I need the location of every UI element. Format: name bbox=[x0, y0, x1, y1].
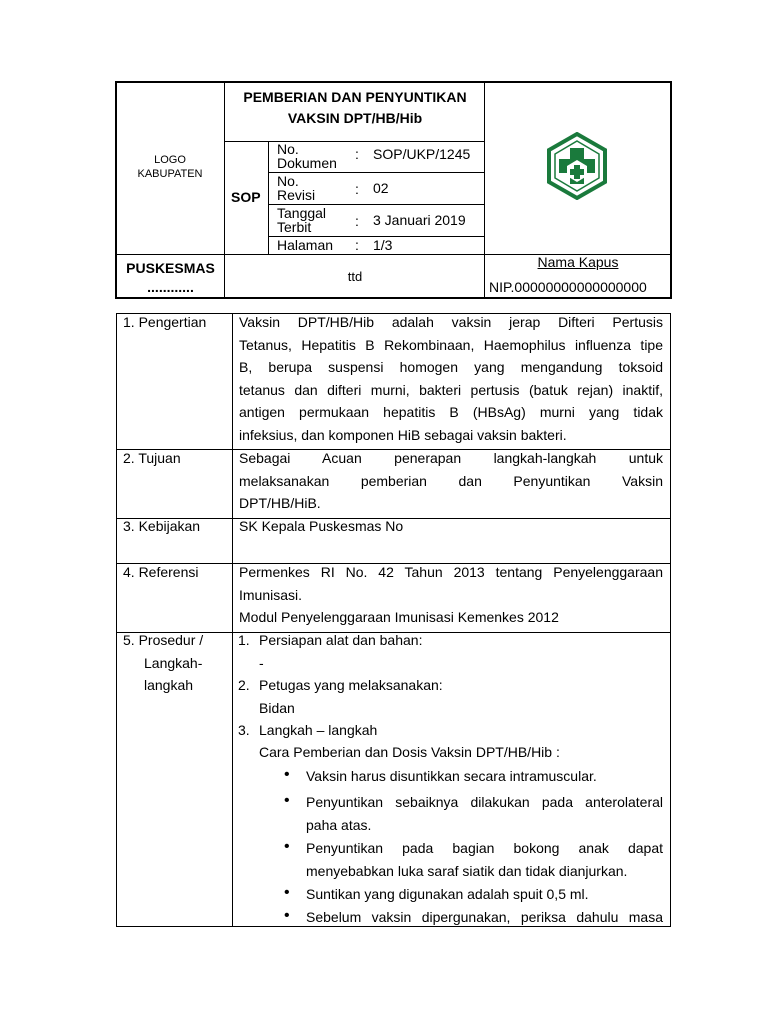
sop-label: SOP bbox=[231, 189, 261, 205]
document-title-line1: PEMBERIAN DAN PENYUNTIKAN bbox=[243, 89, 467, 105]
document-title-line2: VAKSIN DPT/HB/Hib bbox=[287, 110, 423, 126]
meta-sep: : bbox=[355, 213, 359, 229]
text-line: tetanus dan difteri murni, bakteri pertusis (batuk rejan) inaktif, bbox=[239, 381, 663, 398]
section-label-kebijakan: 3. Kebijakan bbox=[123, 518, 201, 534]
bullet-text: paha atas. bbox=[306, 817, 372, 833]
divider bbox=[224, 141, 485, 142]
text-line: Tetanus, Hepatitis B Rekombinaan, Haemophilus influenza tipe bbox=[239, 336, 663, 353]
divider bbox=[224, 81, 225, 299]
label-line: Langkah- bbox=[144, 654, 203, 671]
divider bbox=[268, 141, 269, 254]
puskesmas-logo-icon bbox=[545, 132, 609, 200]
section-label-prosedur bbox=[123, 629, 203, 697]
text-line: DPT/HB/HiB. bbox=[239, 495, 321, 511]
meta-label-dokumen: No. Dokumen bbox=[277, 141, 337, 171]
bullet-icon: • bbox=[284, 907, 290, 924]
text-line: Modul Penyelenggaraan Imunisasi Kemenkes 2012 bbox=[239, 609, 559, 625]
procedure-item-sub: Bidan bbox=[259, 700, 295, 716]
divider bbox=[268, 172, 485, 173]
label-line: langkah bbox=[144, 677, 194, 693]
bullet-text: Suntikan yang digunakan adalah spuit 0,5 ml. bbox=[306, 886, 589, 902]
divider bbox=[232, 313, 233, 927]
text-line: Imunisasi. bbox=[239, 586, 303, 603]
procedure-item-sub: - bbox=[259, 655, 264, 671]
meta-sep: : bbox=[355, 146, 359, 162]
section-text-pengertian bbox=[239, 311, 663, 446]
signer-nip: NIP.00000000000000000 bbox=[489, 279, 647, 295]
org-name: PUSKESMAS bbox=[126, 260, 215, 276]
meta-value-revisi: 02 bbox=[373, 180, 389, 196]
procedure-item-number: 1. bbox=[238, 632, 250, 648]
divider bbox=[484, 81, 485, 299]
label-line: 5. Prosedur / bbox=[123, 632, 204, 648]
bullet-icon: • bbox=[284, 884, 290, 901]
procedure-item-text: Petugas yang melaksanakan: bbox=[259, 677, 443, 693]
text-line: B, berupa suspensi homogen yang mengandung toksoid bbox=[239, 359, 663, 375]
procedure-item-sub: Cara Pemberian dan Dosis Vaksin DPT/HB/Hib : bbox=[259, 744, 560, 760]
bullet-text: Vaksin harus disuntikkan secara intramuscular. bbox=[306, 768, 597, 784]
bullet-text: Sebelum vaksin dipergunakan, periksa dahulu masa bbox=[306, 909, 663, 925]
meta-label-halaman: Halaman bbox=[277, 237, 334, 253]
signature: ttd bbox=[347, 269, 363, 284]
meta-label-revisi: No. Revisi bbox=[277, 173, 316, 203]
bullet-text: menyebabkan luka saraf siatik dan tidak dianjurkan. bbox=[306, 863, 628, 879]
section-text-referensi bbox=[239, 561, 663, 629]
bullet-icon: • bbox=[284, 792, 290, 809]
logo-kabupaten-label: LOGO KABUPATEN bbox=[137, 154, 203, 180]
text-line: Sebagai Acuan penerapan langkah-langkah untuk bbox=[239, 450, 663, 466]
meta-value-halaman: 1/3 bbox=[373, 237, 393, 253]
section-label-pengertian: 1. Pengertian bbox=[123, 314, 207, 330]
text-line: Vaksin DPT/HB/Hib adalah vaksin jerap Difteri Pertusis bbox=[239, 314, 663, 330]
meta-label-tanggal: Tanggal Terbit bbox=[277, 205, 327, 235]
text-line: SK Kepala Puskesmas No bbox=[239, 518, 404, 534]
bullet-text: Penyuntikan pada bagian bokong anak dapat bbox=[306, 840, 663, 856]
procedure-item-number: 3. bbox=[238, 722, 250, 738]
procedure-item-text: Langkah – langkah bbox=[259, 722, 378, 738]
meta-sep: : bbox=[355, 237, 359, 253]
section-label-referensi: 4. Referensi bbox=[123, 564, 199, 580]
section-label-tujuan: 2. Tujuan bbox=[123, 450, 181, 466]
org-dots: ............ bbox=[147, 279, 194, 295]
meta-value-dokumen: SOP/UKP/1245 bbox=[373, 146, 471, 162]
text-line: Permenkes RI No. 42 Tahun 2013 tentang Penyelenggaraan bbox=[239, 564, 663, 580]
text-line: infeksius, dan komponen HiB sebagai vaksin bakteri. bbox=[239, 426, 567, 443]
bullet-icon: • bbox=[284, 766, 290, 783]
signer-name: Nama Kapus bbox=[537, 254, 619, 270]
text-line: antigen permukaan hepatitis B (HBsAg) murni yang tidak bbox=[239, 404, 663, 420]
section-text-kebijakan bbox=[239, 515, 663, 538]
bullet-text: Penyuntikan sebaiknya dilakukan pada anterolateral bbox=[306, 794, 663, 810]
meta-value-tanggal: 3 Januari 2019 bbox=[373, 212, 466, 228]
procedure-item-text: Persiapan alat dan bahan: bbox=[259, 632, 423, 648]
text-line: melaksanakan pemberian dan Penyuntikan Vaksin bbox=[239, 472, 663, 489]
meta-sep: : bbox=[355, 181, 359, 197]
procedure-item-number: 2. bbox=[238, 677, 250, 693]
bullet-icon: • bbox=[284, 838, 290, 855]
section-text-tujuan bbox=[239, 447, 663, 515]
